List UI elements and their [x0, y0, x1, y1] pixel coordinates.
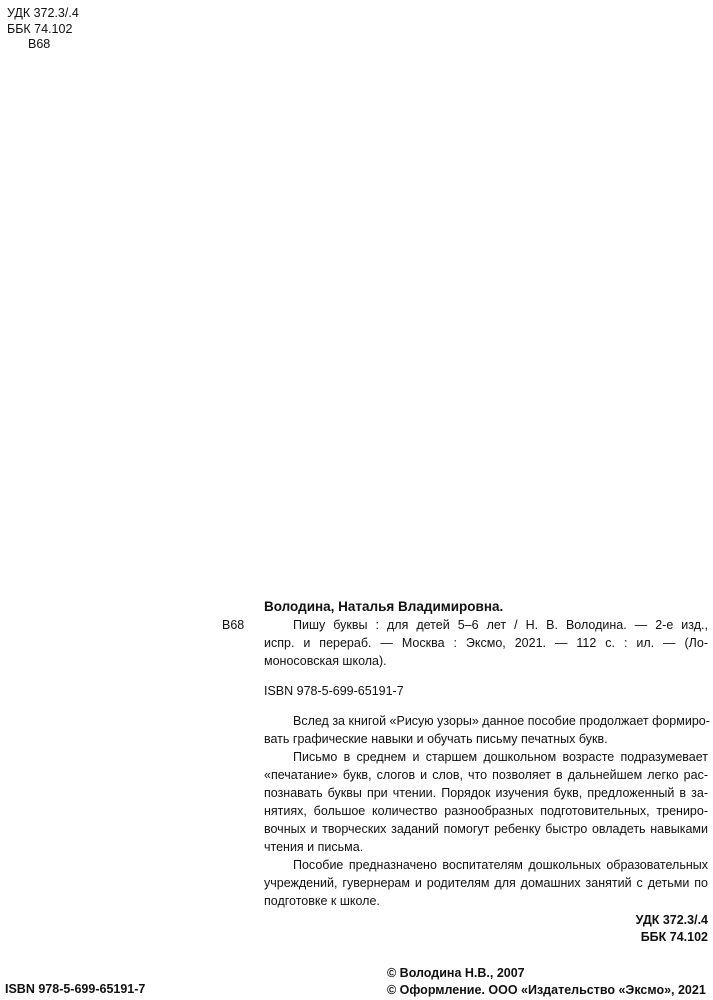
record-isbn: ISBN 978-5-699-65191-7 — [264, 684, 404, 698]
annotation-line: чтения и письма. — [264, 840, 364, 854]
title-line: Пишу буквы : для детей 5–6 лет / Н. В. Володина. — 2-е изд., — [293, 618, 708, 632]
annotation-line: вать графические навыки и обучать письму печатных букв. — [264, 732, 608, 746]
author-heading: Володина, Наталья Владимировна. — [264, 599, 504, 614]
copyright-block — [387, 965, 706, 999]
annotation-line: Письмо в среднем и старшем дошкольном возрасте подразумевает — [293, 750, 708, 764]
author-mark: В68 — [28, 37, 51, 51]
annotation-line: Пособие предназначено воспитателям дошкольных образовательных — [293, 858, 708, 872]
annotation — [264, 712, 708, 910]
annotation-line: подготовке к школе. — [264, 894, 380, 908]
udk-code: УДК 372.3/.4 — [635, 913, 708, 927]
record-side-code: В68 — [222, 618, 245, 632]
title-line: моносовская школа). — [264, 654, 387, 668]
udk-code: УДК 372.3/.4 — [7, 6, 79, 20]
title-line: испр. и перераб. — Москва : Эксмо, 2021. — 112 с. : ил. — (Ло- — [264, 636, 708, 650]
annotation-line: Вслед за книгой «Рисую узоры» данное пособие продолжает формиро- — [293, 714, 710, 728]
copyright-design: © Оформление. ООО «Издательство «Эксмо», 2021 — [387, 983, 706, 997]
annotation-line: учреждений, гувернерам и родителям для домашних занятий с детьми по — [264, 876, 708, 890]
annotation-line: познавать буквы при чтении. Порядок изучения букв, предложенный в за- — [264, 786, 708, 800]
bbk-code: ББК 74.102 — [7, 21, 73, 36]
annotation-line: нятиях, большое количество разнообразных подготовительных, трениро- — [264, 804, 708, 818]
classification-right — [264, 912, 708, 946]
annotation-line: «печатание» букв, слогов и слов, что позволяет в дальнейшем легко рас- — [264, 768, 708, 782]
bbk-code: ББК 74.102 — [640, 930, 708, 944]
copyright-author: © Володина Н.В., 2007 — [387, 966, 525, 980]
catalog-record — [264, 598, 708, 946]
footer-isbn: ISBN 978-5-699-65191-7 — [5, 982, 146, 996]
header-classification — [7, 6, 79, 53]
annotation-line: вочных и творческих заданий помогут ребенку быстро овладеть навыками — [264, 822, 708, 836]
